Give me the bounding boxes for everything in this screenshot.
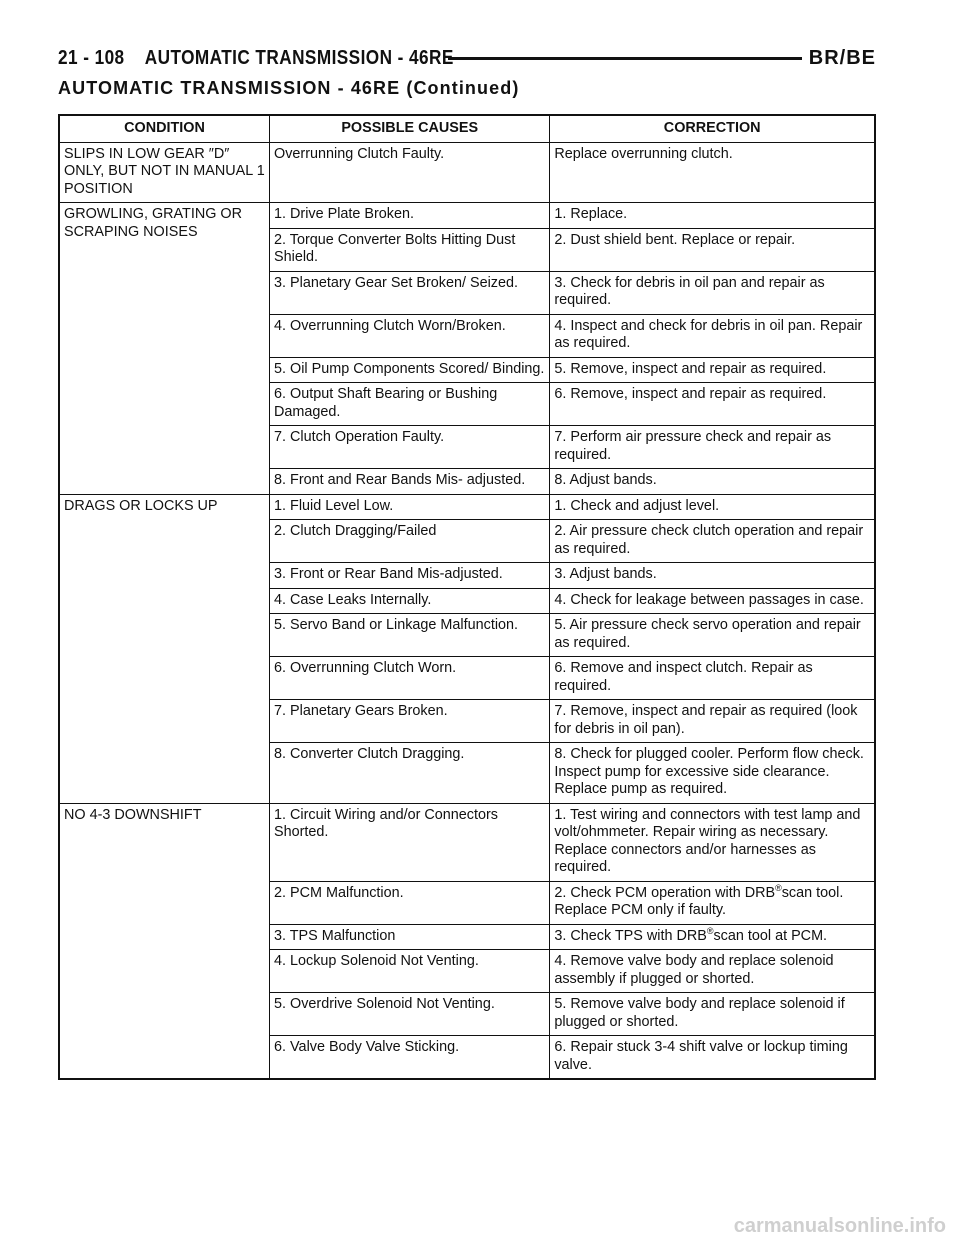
page-title: AUTOMATIC TRANSMISSION - 46RE (Continued) xyxy=(58,78,520,98)
table-row xyxy=(59,494,875,520)
correction-cell xyxy=(550,924,875,950)
column-header-possible-causes: POSSIBLE CAUSES xyxy=(270,115,550,142)
header-model-code: BR/BE xyxy=(808,47,876,69)
correction-text: scan tool. Replace PCM only if faulty. xyxy=(554,884,844,918)
correction-cell: 3. Check for debris in oil pan and repair as required. xyxy=(550,271,875,314)
correction-cell: 6. Remove and inspect clutch. Repair as required. xyxy=(550,657,875,700)
correction-cell: 2. Air pressure check clutch operation and repair as required. xyxy=(550,520,875,563)
correction-text: 2. Check PCM operation with DRB xyxy=(554,884,776,901)
registered-mark: ® xyxy=(706,925,714,936)
correction-text: scan tool at PCM. xyxy=(713,927,828,944)
cause-cell: 1. Drive Plate Broken. xyxy=(270,203,550,229)
cause-cell: 2. PCM Malfunction. xyxy=(270,881,550,924)
correction-cell: 8. Adjust bands. xyxy=(550,469,875,495)
cause-cell: Overrunning Clutch Faulty. xyxy=(270,142,550,203)
correction-cell: Replace overrunning clutch. xyxy=(550,142,875,203)
correction-cell: 2. Dust shield bent. Replace or repair. xyxy=(550,228,875,271)
cause-cell: 7. Clutch Operation Faulty. xyxy=(270,426,550,469)
correction-cell: 4. Remove valve body and replace solenoid assembly if plugged or shorted. xyxy=(550,950,875,993)
cause-cell: 5. Servo Band or Linkage Malfunction. xyxy=(270,614,550,657)
cause-cell: 8. Front and Rear Bands Mis- adjusted. xyxy=(270,469,550,495)
correction-text: 3. Check TPS with DRB xyxy=(554,927,707,944)
header-rule xyxy=(448,57,802,60)
table-row xyxy=(59,203,875,229)
correction-cell: 6. Repair stuck 3-4 shift valve or lockup timing valve. xyxy=(550,1036,875,1080)
cause-cell: 6. Valve Body Valve Sticking. xyxy=(270,1036,550,1080)
correction-cell: 1. Check and adjust level. xyxy=(550,494,875,520)
watermark-footer: carmanualsonline.info xyxy=(733,1215,946,1237)
correction-cell: 7. Remove, inspect and repair as required (look for debris in oil pan). xyxy=(550,700,875,743)
correction-cell: 5. Remove valve body and replace solenoid if plugged or shorted. xyxy=(550,993,875,1036)
correction-cell: 5. Remove, inspect and repair as required. xyxy=(550,357,875,383)
diagnosis-table xyxy=(58,114,876,1080)
correction-cell: 5. Air pressure check servo operation and repair as required. xyxy=(550,614,875,657)
correction-cell: 1. Test wiring and connectors with test lamp and volt/ohmmeter. Repair wiring as necessary. Replace connectors and/or harnesses as required. xyxy=(550,803,875,881)
correction-cell: 7. Perform air pressure check and repair as required. xyxy=(550,426,875,469)
column-header-condition: CONDITION xyxy=(59,115,270,142)
correction-cell: 1. Replace. xyxy=(550,203,875,229)
correction-cell: 4. Inspect and check for debris in oil pan. Repair as required. xyxy=(550,314,875,357)
cause-cell: 3. Front or Rear Band Mis-adjusted. xyxy=(270,563,550,589)
cause-cell: 7. Planetary Gears Broken. xyxy=(270,700,550,743)
cause-cell: 2. Torque Converter Bolts Hitting Dust Shield. xyxy=(270,228,550,271)
correction-cell: 8. Check for plugged cooler. Perform flow check. Inspect pump for excessive side clearance. Replace pump as required. xyxy=(550,743,875,804)
cause-cell: 6. Overrunning Clutch Worn. xyxy=(270,657,550,700)
registered-mark: ® xyxy=(775,882,782,893)
page-header xyxy=(58,46,876,72)
condition-cell: SLIPS IN LOW GEAR ″D″ ONLY, BUT NOT IN MANUAL 1 POSITION xyxy=(59,142,270,203)
table-row xyxy=(59,803,875,881)
condition-cell: GROWLING, GRATING OR SCRAPING NOISES xyxy=(59,203,270,495)
cause-cell: 2. Clutch Dragging/Failed xyxy=(270,520,550,563)
cause-cell: 3. Planetary Gear Set Broken/ Seized. xyxy=(270,271,550,314)
table-header-row xyxy=(59,115,875,142)
cause-cell: 4. Lockup Solenoid Not Venting. xyxy=(270,950,550,993)
cause-cell: 1. Circuit Wiring and/or Connectors Shorted. xyxy=(270,803,550,881)
cause-cell: 3. TPS Malfunction xyxy=(270,924,550,950)
correction-cell xyxy=(550,881,875,924)
correction-cell: 3. Adjust bands. xyxy=(550,563,875,589)
cause-cell: 6. Output Shaft Bearing or Bushing Damaged. xyxy=(270,383,550,426)
column-header-correction: CORRECTION xyxy=(550,115,875,142)
correction-cell: 4. Check for leakage between passages in case. xyxy=(550,588,875,614)
cause-cell: 5. Oil Pump Components Scored/ Binding. xyxy=(270,357,550,383)
cause-cell: 4. Case Leaks Internally. xyxy=(270,588,550,614)
cause-cell: 8. Converter Clutch Dragging. xyxy=(270,743,550,804)
correction-cell: 6. Remove, inspect and repair as required. xyxy=(550,383,875,426)
condition-cell: NO 4-3 DOWNSHIFT xyxy=(59,803,270,1079)
table-row xyxy=(59,142,875,203)
cause-cell: 5. Overdrive Solenoid Not Venting. xyxy=(270,993,550,1036)
header-section-title: 21 - 108 AUTOMATIC TRANSMISSION - 46RE xyxy=(58,47,454,69)
condition-cell: DRAGS OR LOCKS UP xyxy=(59,494,270,803)
cause-cell: 4. Overrunning Clutch Worn/Broken. xyxy=(270,314,550,357)
cause-cell: 1. Fluid Level Low. xyxy=(270,494,550,520)
